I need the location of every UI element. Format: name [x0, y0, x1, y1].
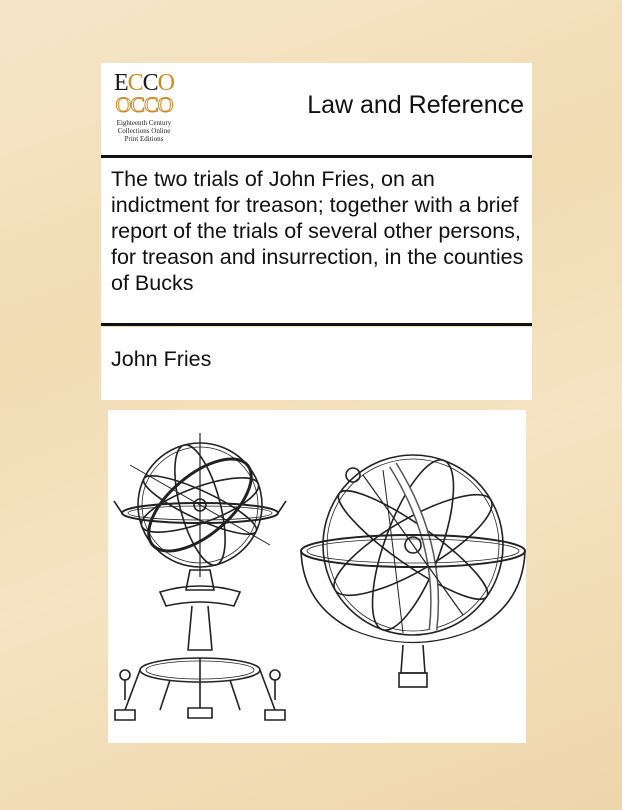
left-armillary-sphere: [114, 433, 286, 577]
header-panel: [101, 63, 532, 155]
ecco-logo: [113, 71, 175, 149]
author-panel: [101, 327, 532, 400]
divider-rule: [101, 323, 532, 326]
armillary-sphere-illustration: [108, 410, 526, 743]
logo-subtitle-line: Eighteenth Century: [116, 119, 172, 127]
author-name: John Fries: [111, 347, 212, 371]
armillary-spheres-icon: [108, 410, 526, 743]
logo-subtitle-line: Collections Online: [117, 127, 171, 135]
book-title: The two trials of John Fries, on an indictment for treason; together with a brief report of the trials of several other persons, for treason and insurrection, in the counties of Bucks: [111, 167, 524, 295]
right-armillary-sphere: [301, 451, 525, 687]
series-title: Law and Reference: [307, 91, 524, 119]
logo-mark-mirror: OCCO: [115, 92, 173, 117]
logo-mark: ECCO: [113, 70, 175, 96]
title-panel: [101, 158, 532, 323]
logo-subtitle-line: Print Editions: [124, 135, 164, 143]
left-stand: [115, 570, 285, 720]
logo-subtitle: [113, 119, 175, 143]
